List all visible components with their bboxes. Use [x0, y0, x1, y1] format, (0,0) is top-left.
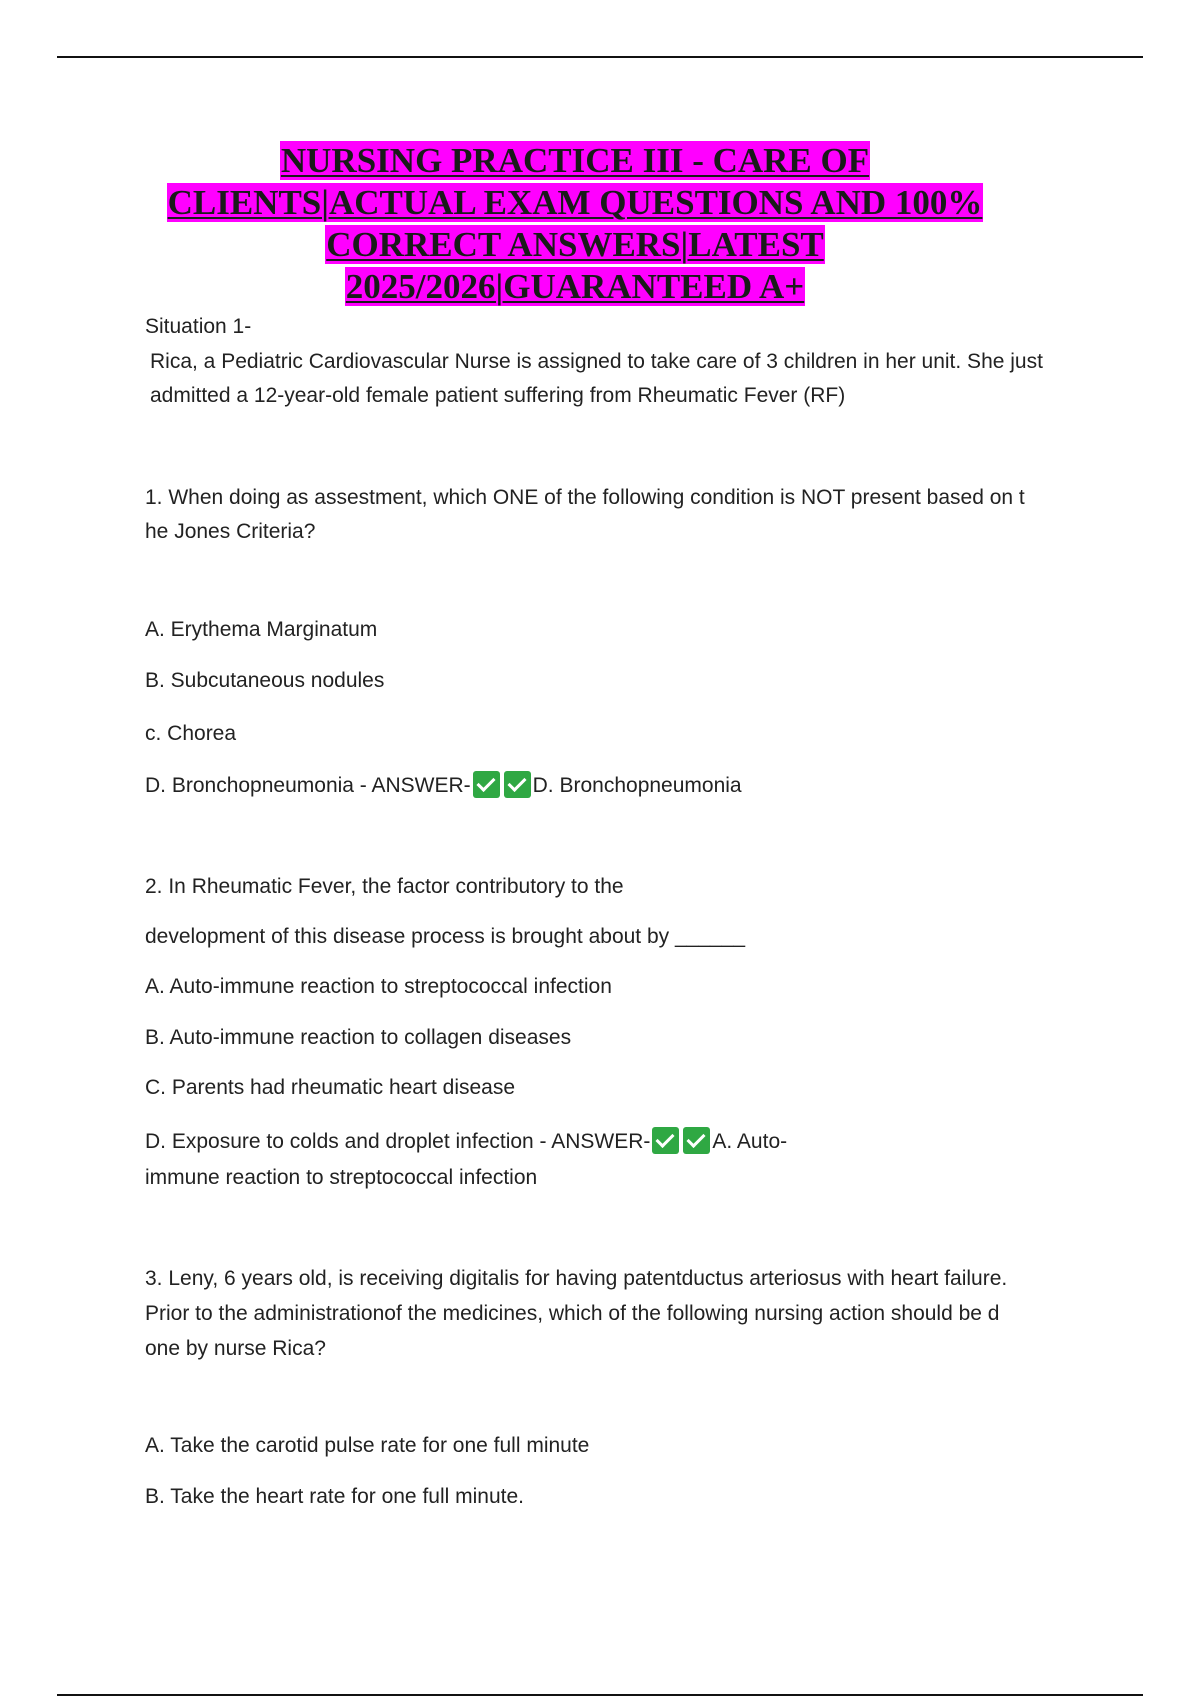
- question-1-stem-line-1: 1. When doing as assestment, which ONE of the following condition is NOT present based on t: [145, 486, 1025, 509]
- check-mark-icon: [652, 1127, 679, 1154]
- question-2-option-b: B. Auto-immune reaction to collagen diseases: [145, 1026, 572, 1049]
- question-1-option-a: A. Erythema Marginatum: [145, 618, 378, 641]
- check-mark-icon: [473, 771, 500, 798]
- question-3-option-b: B. Take the heart rate for one full minute.: [145, 1485, 524, 1508]
- title-line-1: NURSING PRACTICE III - CARE OF: [280, 141, 870, 180]
- question-1-option-d-text: D. Bronchopneumonia - ANSWER-: [145, 774, 471, 797]
- question-3-option-a: A. Take the carotid pulse rate for one full minute: [145, 1434, 590, 1457]
- question-1-stem-line-2: he Jones Criteria?: [145, 520, 316, 543]
- question-1-answer: D. Bronchopneumonia: [532, 774, 742, 797]
- question-2-option-c: C. Parents had rheumatic heart disease: [145, 1076, 516, 1099]
- top-divider: [57, 56, 1143, 58]
- question-1-option-c: c. Chorea: [145, 722, 237, 745]
- question-3-stem-line-1: 3. Leny, 6 years old, is receiving digitalis for having patentductus arteriosus with heart failure.: [145, 1267, 1008, 1290]
- check-mark-icon: [504, 771, 531, 798]
- title-line-3: CORRECT ANSWERS|LATEST: [326, 225, 824, 264]
- document-title: [100, 140, 1050, 308]
- question-2-option-d: [145, 1125, 787, 1159]
- situation-text-line-1: Rica, a Pediatric Cardiovascular Nurse is assigned to take care of 3 children in her unit. She just: [150, 350, 1043, 373]
- question-3-stem-line-2: Prior to the administrationof the medicines, which of the following nursing action should be d: [145, 1302, 1000, 1325]
- question-1-option-b: B. Subcutaneous nodules: [145, 669, 385, 692]
- question-1-option-d: [145, 769, 742, 803]
- situation-text-line-2: admitted a 12-year-old female patient suffering from Rheumatic Fever (RF): [150, 384, 846, 407]
- question-2-stem-line-1: 2. In Rheumatic Fever, the factor contributory to the: [145, 875, 624, 898]
- question-3-stem-line-3: one by nurse Rica?: [145, 1337, 326, 1360]
- bottom-divider: [57, 1694, 1143, 1696]
- question-2-answer-continued: immune reaction to streptococcal infection: [145, 1166, 538, 1189]
- situation-label: Situation 1-: [145, 315, 252, 338]
- question-2-stem-line-2: development of this disease process is brought about by ______: [145, 925, 746, 948]
- title-line-2: CLIENTS|ACTUAL EXAM QUESTIONS AND 100%: [167, 183, 983, 222]
- question-2-answer: A. Auto-: [712, 1130, 788, 1153]
- question-2-option-d-text: D. Exposure to colds and droplet infection - ANSWER-: [145, 1130, 651, 1153]
- title-line-4: 2025/2026|GUARANTEED A+: [345, 267, 805, 306]
- check-mark-icon: [683, 1127, 710, 1154]
- question-2-option-a: A. Auto-immune reaction to streptococcal infection: [145, 975, 612, 998]
